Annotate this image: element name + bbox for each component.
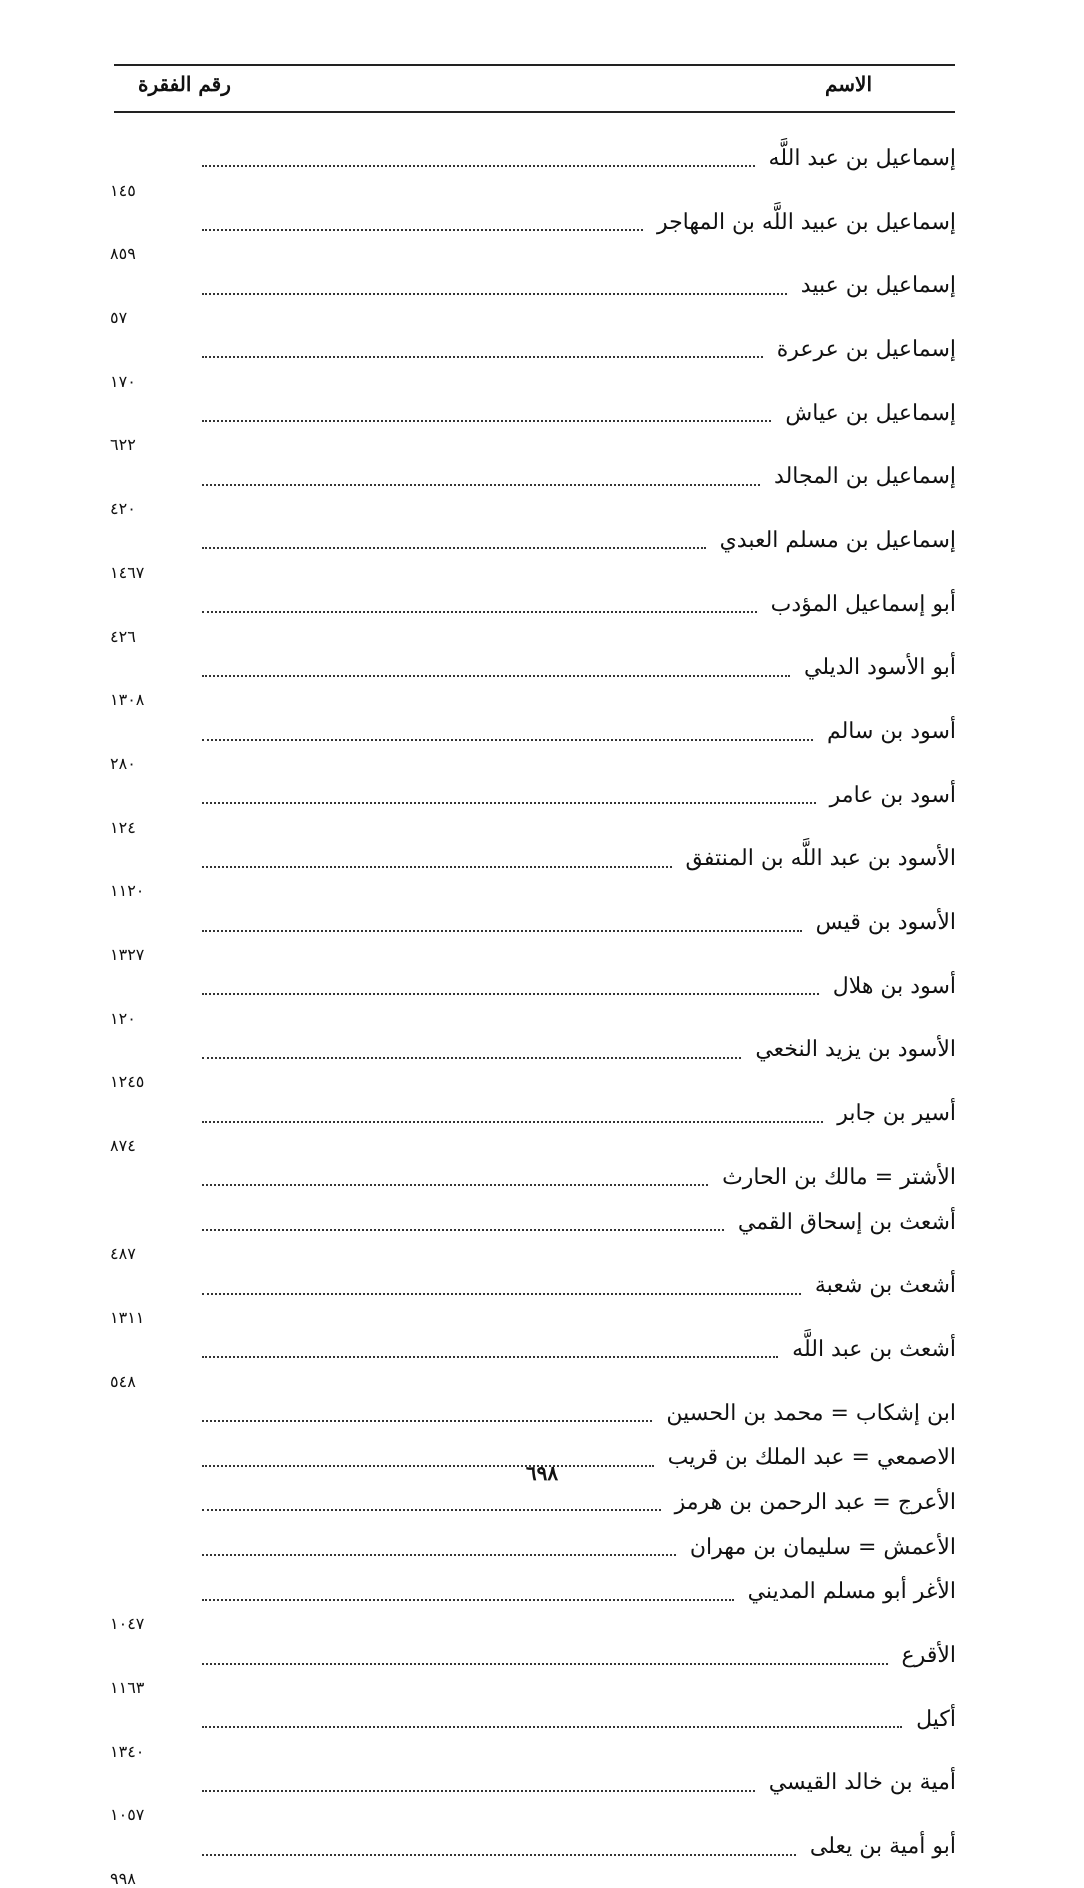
entry-paragraph-number: ٨٧٤ — [110, 1136, 136, 1155]
entry-paragraph-number: ١٣٠٨ — [110, 690, 145, 710]
dot-leader — [202, 145, 755, 167]
entry-name: الأقرع — [901, 1643, 956, 1669]
index-entry-row — [110, 454, 956, 499]
entry-paragraph-number: ١٧٠ — [110, 371, 136, 391]
entry-paragraph-number: ٥٧ — [110, 308, 128, 328]
dot-leader — [202, 973, 819, 995]
entry-name: أسير بن جابر — [837, 1101, 956, 1127]
dot-leader — [202, 1164, 708, 1186]
entry-name: إسماعيل بن عبيد اللَّه بن المهاجر — [656, 209, 956, 235]
entry-name: أسود بن سالم — [826, 719, 956, 745]
index-entry-row — [110, 1391, 956, 1436]
index-entry — [110, 1391, 956, 1436]
entry-name: أشعث بن إسحاق القمي — [737, 1209, 956, 1235]
index-entry-row — [110, 1091, 956, 1136]
entry-paragraph-number: ٥٤٨ — [110, 1371, 136, 1391]
entry-name: أشعث بن عبد اللَّه — [792, 1336, 956, 1362]
index-entry — [110, 582, 956, 646]
number-column-header: رقم الفقرة — [138, 72, 231, 96]
dot-leader — [202, 1336, 778, 1358]
index-entry-row — [110, 1824, 956, 1869]
index-entry — [110, 646, 956, 710]
index-entry — [110, 1155, 956, 1200]
index-entry-row — [110, 263, 956, 308]
entry-paragraph-number: ٦٢٢ — [110, 435, 136, 455]
entry-paragraph-number: ١٤٥ — [110, 180, 136, 200]
entry-name: إسماعيل بن عرعرة — [776, 336, 956, 362]
dot-leader — [202, 1579, 734, 1601]
entry-name: ابن إشكاب = محمد بن الحسين — [666, 1400, 956, 1426]
index-entry-row — [110, 518, 956, 563]
index-entry — [110, 1697, 956, 1761]
index-entry-row — [110, 1200, 956, 1245]
entry-name: أسود بن عامر — [829, 782, 956, 808]
index-entry-row — [110, 709, 956, 754]
index-entry-row — [110, 1263, 956, 1308]
entry-name: الأعمش = سليمان بن مهران — [689, 1534, 956, 1560]
index-entry — [110, 1028, 956, 1092]
index-entry — [110, 200, 956, 264]
entry-paragraph-number: ١٢٤٥ — [110, 1072, 145, 1092]
index-entry — [110, 837, 956, 901]
header-top-rule — [114, 64, 955, 66]
header-bottom-rule — [114, 111, 955, 113]
index-entry-row — [110, 200, 956, 245]
dot-leader — [202, 1770, 755, 1792]
index-entries-list — [110, 136, 956, 1888]
index-entry — [110, 773, 956, 837]
entry-name: الاصمعي = عبد الملك بن قريب — [667, 1445, 956, 1471]
dot-leader — [202, 591, 757, 613]
index-entry — [110, 900, 956, 964]
dot-leader — [202, 1037, 741, 1059]
dot-leader — [202, 1273, 801, 1295]
entry-name: الأعرج = عبد الرحمن بن هرمز — [674, 1489, 956, 1515]
name-column-header: الاسم — [824, 72, 872, 96]
entry-paragraph-number: ١١٢٠ — [110, 881, 145, 901]
index-entry-row — [110, 1155, 956, 1200]
dot-leader — [202, 336, 763, 358]
entry-name: إسماعيل بن عبيد — [800, 273, 956, 299]
entry-name: إسماعيل بن المجالد — [774, 464, 956, 490]
dot-leader — [202, 910, 802, 932]
index-entry-row — [110, 1525, 956, 1570]
entry-name: أبو أمية بن يعلى — [809, 1834, 956, 1860]
index-entry — [110, 1525, 956, 1570]
entry-paragraph-number: ١٢٠ — [110, 1008, 136, 1028]
index-entry-row — [110, 1633, 956, 1678]
dot-leader — [202, 1489, 661, 1511]
index-entry-row — [110, 1697, 956, 1742]
index-entry — [110, 1263, 956, 1327]
entry-paragraph-number: ٩٩٨ — [110, 1868, 136, 1888]
index-entry — [110, 263, 956, 327]
entry-paragraph-number: ١٠٤٧ — [110, 1614, 145, 1634]
index-entry-row — [110, 773, 956, 818]
index-entry-row — [110, 1570, 956, 1615]
index-entry — [110, 964, 956, 1028]
entry-paragraph-number: ٤٢٦ — [110, 626, 136, 646]
index-entry-row — [110, 327, 956, 372]
entry-name: أبو الأسود الديلي — [804, 655, 956, 681]
index-entry-row — [110, 837, 956, 882]
entry-name: أسود بن هلال — [832, 973, 956, 999]
entry-name: إسماعيل بن عبد اللَّه — [768, 145, 956, 171]
entry-name: أمية بن خالد القيسي — [768, 1770, 956, 1796]
dot-leader — [202, 1101, 823, 1123]
index-entry — [110, 1570, 956, 1634]
dot-leader — [202, 400, 771, 422]
entry-paragraph-number: ١٤٦٧ — [110, 562, 145, 582]
index-entry-row — [110, 1480, 956, 1525]
entry-paragraph-number: ١٢٤ — [110, 817, 136, 837]
dot-leader — [202, 655, 790, 677]
entry-name: الأسود بن قيس — [815, 910, 956, 936]
dot-leader — [202, 1534, 676, 1556]
index-entry-row — [110, 136, 956, 181]
page-number: ٦٩٨ — [525, 1461, 559, 1485]
entry-paragraph-number: ٤٢٠ — [110, 499, 136, 519]
index-entry — [110, 327, 956, 391]
dot-leader — [202, 1643, 888, 1665]
entry-name: الأشتر = مالك بن الحارث — [722, 1164, 956, 1190]
index-entry-row — [110, 582, 956, 627]
dot-leader — [202, 782, 816, 804]
index-entry-row — [110, 900, 956, 945]
index-entry — [110, 1480, 956, 1525]
index-entry-row — [110, 391, 956, 436]
index-entry-row — [110, 964, 956, 1009]
entry-name: الأسود بن عبد اللَّه بن المنتفق — [685, 846, 956, 872]
dot-leader — [202, 846, 672, 868]
entry-name: إسماعيل بن عياش — [785, 400, 956, 426]
index-entry — [110, 1091, 956, 1155]
dot-leader — [202, 209, 643, 231]
entry-name: الأسود بن يزيد النخعي — [755, 1037, 956, 1063]
entry-paragraph-number: ١١٦٣ — [110, 1677, 145, 1697]
entry-name: أكيل — [916, 1706, 956, 1732]
index-entry — [110, 1824, 956, 1888]
dot-leader — [202, 464, 760, 486]
index-entry — [110, 1761, 956, 1825]
index-entry-row — [110, 1327, 956, 1372]
dot-leader — [202, 527, 706, 549]
index-entry-row — [110, 646, 956, 691]
entry-paragraph-number: ١٣١١ — [110, 1308, 145, 1328]
index-entry-row — [110, 1761, 956, 1806]
entry-paragraph-number: ٤٨٧ — [110, 1244, 136, 1264]
entry-paragraph-number: ٨٥٩ — [110, 244, 136, 264]
entry-paragraph-number: ١٣٢٧ — [110, 944, 145, 964]
entry-name: إسماعيل بن مسلم العبدي — [719, 527, 956, 553]
index-entry — [110, 518, 956, 582]
index-entry — [110, 1327, 956, 1391]
dot-leader — [202, 1706, 902, 1728]
index-entry — [110, 1633, 956, 1697]
entry-name: أبو إسماعيل المؤدب — [770, 591, 956, 617]
entry-name: أشعث بن شعبة — [814, 1273, 956, 1299]
entry-paragraph-number: ١٠٥٧ — [110, 1805, 145, 1825]
dot-leader — [202, 1400, 652, 1422]
entry-paragraph-number: ٢٨٠ — [110, 753, 136, 773]
index-entry — [110, 454, 956, 518]
index-entry — [110, 391, 956, 455]
entry-name: الأغر أبو مسلم المديني — [747, 1579, 956, 1605]
dot-leader — [202, 1834, 796, 1856]
dot-leader — [202, 1209, 724, 1231]
index-entry-row — [110, 1028, 956, 1073]
dot-leader — [202, 719, 813, 741]
index-entry — [110, 136, 956, 200]
index-entry — [110, 1200, 956, 1264]
index-entry — [110, 709, 956, 773]
dot-leader — [202, 273, 787, 295]
entry-paragraph-number: ١٣٤٠ — [110, 1741, 145, 1761]
